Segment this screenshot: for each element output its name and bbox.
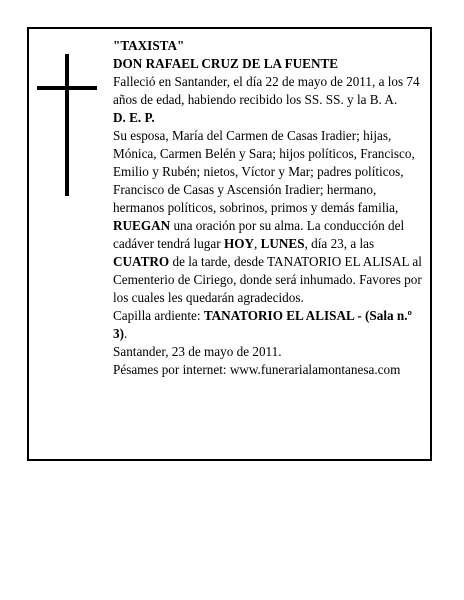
rest-in-peace: D. E. P. <box>113 110 155 125</box>
place-date: Santander, 23 de mayo de 2011. <box>113 344 282 359</box>
funeral-request <box>113 217 425 307</box>
obituary-text <box>113 37 425 379</box>
cross-horizontal-bar <box>37 86 97 90</box>
request-today: HOY <box>223 236 254 251</box>
chapel-label: Capilla ardiente: <box>113 308 204 323</box>
death-info: Falleció en Santander, el día 22 de mayo de 2011, a los 74 años de edad, habiendo recibido los SS. SS. y la B. A. <box>113 74 420 107</box>
chapel-info <box>113 307 425 343</box>
request-text-4: de la tarde, desde TANATORIO EL ALISAL al Cementerio de Ciriego, donde será inhumado. Favores por los cuales les quedarán agradecidos. <box>113 254 422 305</box>
chapel-location: TANATORIO EL ALISAL - (Sala n.º 3) <box>113 308 412 341</box>
request-time: CUATRO <box>113 254 170 269</box>
request-text-1: una oración por su alma. La conducción del cadáver tendrá lugar <box>113 218 405 251</box>
request-monday: LUNES <box>260 236 305 251</box>
request-text-2: , <box>253 236 261 251</box>
request-verb: RUEGAN <box>113 218 171 233</box>
family-list: Su esposa, María del Carmen de Casas Iradier; hijas, Mónica, Carmen Belén y Sara; hijos políticos, Francisco, Emilio y Rubén; nietos, Víctor y Mar; padres políticos, Francisco de Casas y Ascensión Iradier; hermano, hermanos políticos, sobrinos, primos y demás familia, <box>113 128 415 215</box>
request-text-3: , día 23, a las <box>304 236 375 251</box>
cross-vertical-bar <box>65 54 69 196</box>
cross-icon <box>37 54 97 196</box>
deceased-name: DON RAFAEL CRUZ DE LA FUENTE <box>113 56 339 71</box>
nickname: "TAXISTA" <box>113 38 185 53</box>
chapel-end: . <box>124 326 128 341</box>
condolences-info: Pésames por internet: www.funerarialamontanesa.com <box>113 362 401 377</box>
